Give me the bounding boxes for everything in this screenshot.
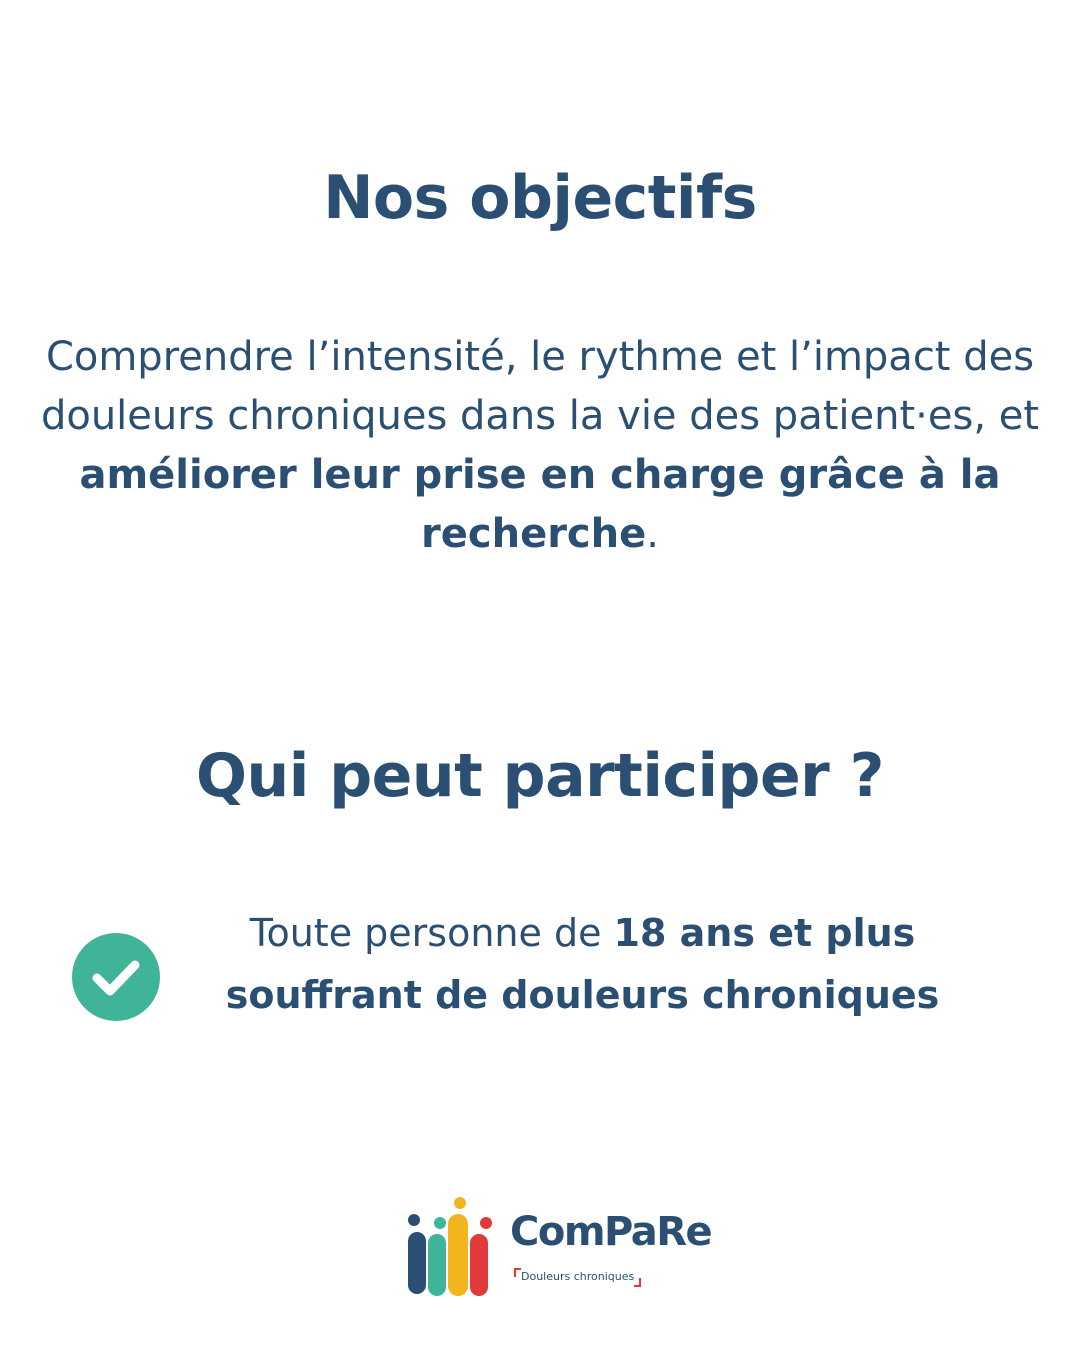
criterion-bold: 18 ans et plus souffrant de douleurs chroniques [225, 911, 940, 1017]
logo-tagline [514, 1268, 641, 1287]
participation-criterion [200, 902, 965, 1026]
compare-logo [400, 1190, 720, 1300]
logo-tagline-text: Douleurs chroniques [521, 1270, 635, 1283]
objectives-text-end: . [646, 511, 659, 557]
participation-title: Qui peut participer ? [196, 741, 884, 811]
bracket-bottom-right [634, 1278, 641, 1287]
bracket-top-left [514, 1268, 521, 1277]
logo-people-icon [400, 1190, 500, 1300]
objectives-text [40, 328, 1040, 564]
logo-name: ComPaRe [510, 1209, 712, 1255]
objectives-title: Nos objectifs [323, 163, 757, 233]
check-circle-icon [72, 933, 160, 1021]
criterion-regular: Toute personne de [249, 911, 614, 955]
objectives-text-bold: améliorer leur prise en charge grâce à la recherche [79, 452, 1001, 557]
objectives-text-regular: Comprendre l’intensité, le rythme et l’impact des douleurs chroniques dans la vie des patient·es, et [40, 334, 1040, 439]
